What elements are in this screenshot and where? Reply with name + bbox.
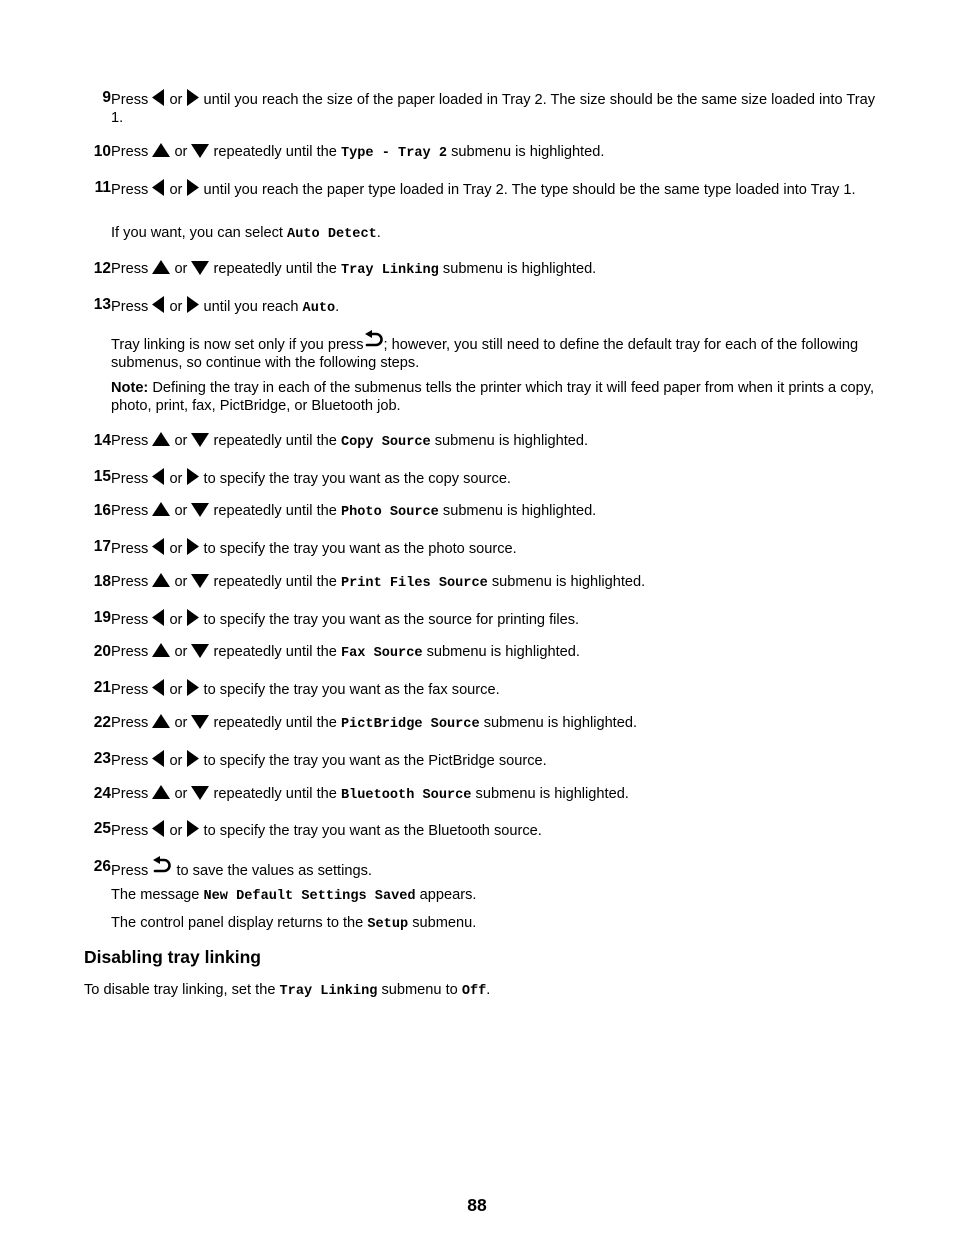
step-text: or	[169, 92, 183, 108]
step-number: 20	[93, 643, 111, 660]
menu-value: Auto Detect	[287, 227, 377, 242]
left-arrow-icon	[152, 679, 165, 696]
step-number: 19	[93, 609, 111, 626]
left-arrow-icon	[152, 468, 165, 485]
display-message: New Default Settings Saved	[203, 889, 416, 904]
left-arrow-icon	[152, 89, 165, 106]
menu-name: Bluetooth Source	[340, 788, 472, 803]
menu-value: Off	[461, 984, 487, 999]
step-text: or	[169, 182, 183, 198]
step-number: 25	[93, 820, 111, 837]
back-icon	[152, 856, 172, 876]
step-number: 13	[93, 296, 111, 313]
down-arrow-icon	[191, 573, 209, 588]
step-11-note: If you want, you can select Auto Detect.	[111, 225, 381, 242]
step-number: 15	[93, 468, 111, 485]
down-arrow-icon	[191, 260, 209, 275]
step-text: until you reach the size of the paper loaded in Tray 2. The size should be the same size loaded into Tray 1.	[111, 92, 875, 126]
menu-name: Setup	[367, 917, 409, 932]
step-number: 10	[93, 143, 111, 160]
left-arrow-icon	[152, 820, 165, 837]
step-text: Press	[111, 92, 149, 108]
menu-name: Type - Tray 2	[340, 146, 447, 161]
step-number: 22	[93, 714, 111, 731]
step-text: Press	[111, 144, 149, 160]
left-arrow-icon	[152, 538, 165, 555]
menu-name: Photo Source	[340, 505, 439, 520]
right-arrow-icon	[186, 538, 199, 555]
up-arrow-icon	[152, 573, 170, 588]
note	[111, 379, 876, 415]
step-number: 17	[93, 538, 111, 555]
up-arrow-icon	[152, 432, 170, 447]
step-number: 12	[93, 260, 111, 277]
note-text: Defining the tray in each of the submenus tells the printer which tray it will feed paper from when it prints a copy, photo, print, fax, PictBridge, or Bluetooth job.	[111, 380, 875, 414]
menu-name: Copy Source	[340, 435, 431, 450]
down-arrow-icon	[191, 643, 209, 658]
step-number: 24	[93, 785, 111, 802]
step-number: 21	[93, 679, 111, 696]
step-number: 14	[93, 432, 111, 449]
step-text: repeatedly until the	[213, 144, 337, 160]
step-number: 18	[93, 573, 111, 590]
step-text: submenu is highlighted.	[451, 144, 605, 160]
down-arrow-icon	[191, 143, 209, 158]
step-text: until you reach the paper type loaded in Tray 2. The type should be the same type loaded into Tray 1.	[203, 182, 856, 198]
up-arrow-icon	[152, 785, 170, 800]
down-arrow-icon	[191, 502, 209, 517]
right-arrow-icon	[186, 609, 199, 626]
menu-value: Auto	[302, 301, 336, 316]
step-number: 26	[93, 858, 111, 875]
section-heading: Disabling tray linking	[84, 947, 261, 967]
down-arrow-icon	[191, 785, 209, 800]
left-arrow-icon	[152, 296, 165, 313]
menu-name: Tray Linking	[340, 263, 439, 278]
down-arrow-icon	[191, 714, 209, 729]
page-number: 88	[467, 1195, 487, 1215]
step-13-note: Tray linking is now set only if you press ; however, you still need to define the default tray for each of the following submenus, so continue with the following steps.	[111, 330, 876, 372]
right-arrow-icon	[186, 179, 199, 196]
menu-name: Print Files Source	[340, 576, 488, 591]
left-arrow-icon	[152, 609, 165, 626]
left-arrow-icon	[152, 179, 165, 196]
back-icon	[364, 330, 384, 350]
left-arrow-icon	[152, 750, 165, 767]
menu-name: PictBridge Source	[340, 717, 480, 732]
up-arrow-icon	[152, 643, 170, 658]
down-arrow-icon	[191, 432, 209, 447]
step-text: or	[174, 144, 188, 160]
section-paragraph: To disable tray linking, set the Tray Linking submenu to Off.	[84, 982, 491, 999]
step-number: 11	[94, 179, 111, 196]
step-text: Press	[111, 182, 149, 198]
right-arrow-icon	[186, 820, 199, 837]
step-26-message: The message New Default Settings Saved appears.	[111, 887, 477, 904]
up-arrow-icon	[152, 143, 170, 158]
step-number: 9	[102, 89, 111, 106]
up-arrow-icon	[152, 714, 170, 729]
menu-name: Fax Source	[340, 646, 423, 661]
right-arrow-icon	[186, 750, 199, 767]
step-number: 16	[93, 502, 111, 519]
step-number: 23	[93, 750, 111, 767]
right-arrow-icon	[186, 679, 199, 696]
step-26-return: The control panel display returns to the Setup submenu.	[111, 915, 477, 932]
right-arrow-icon	[186, 468, 199, 485]
note-label: Note:	[111, 380, 149, 396]
menu-name: Tray Linking	[279, 984, 378, 999]
up-arrow-icon	[152, 260, 170, 275]
right-arrow-icon	[186, 89, 199, 106]
up-arrow-icon	[152, 502, 170, 517]
right-arrow-icon	[186, 296, 199, 313]
